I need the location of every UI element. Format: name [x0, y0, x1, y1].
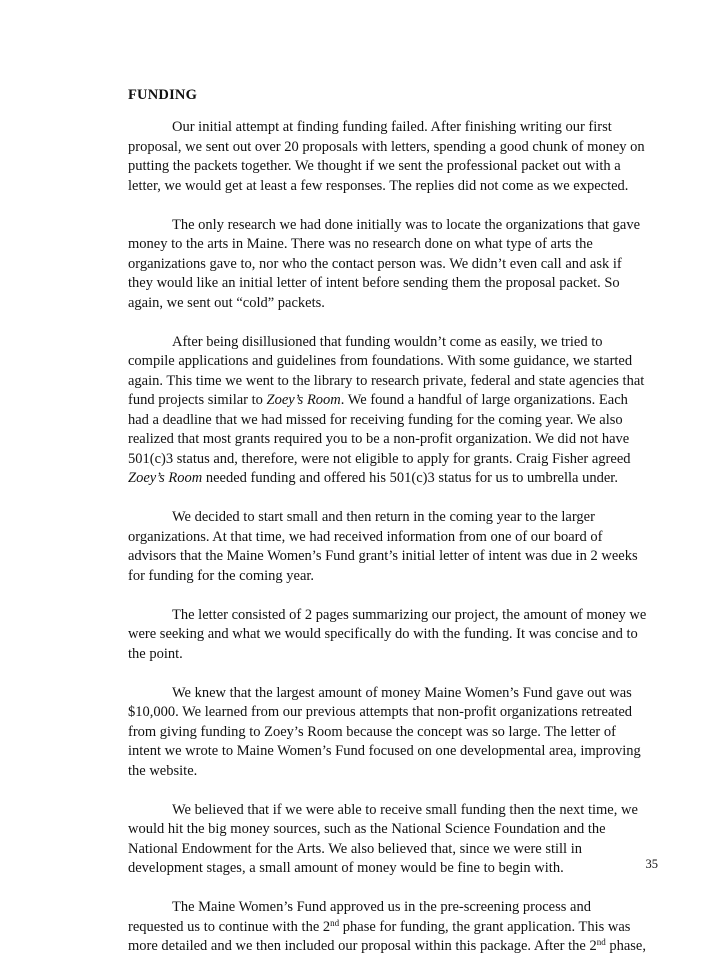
text-line: they would like an initial letter of intent before sending them the proposal packet. So [128, 275, 620, 291]
paragraph [128, 801, 648, 879]
text-line: The Maine Women’s Fund approved us in the pre-screening process and [172, 899, 591, 915]
text-line: putting the packets together. We thought if we sent the professional packet out with a [128, 158, 621, 174]
text-line: realized that most grants required you to be a non-profit organization. We did not have [128, 431, 630, 447]
text-line: National Endowment for the Arts. We also believed that, since we were still in [128, 840, 582, 857]
text-run: phase for funding, the grant application. This was [339, 918, 631, 935]
text-line: would hit the big money sources, such as the National Science Foundation and the [128, 821, 606, 837]
text-line: $10,000. We learned from our previous attempts that non-profit organizations retreated [128, 704, 633, 720]
text-line: We decided to start small and then return in the coming year to the larger [172, 509, 595, 525]
text-line: had a deadline that we had missed for receiving funding for the coming year. We also [128, 411, 623, 428]
text-line: Our initial attempt at finding funding failed. After finishing writing our first [172, 119, 612, 135]
italic-title: Zoey’s Room [266, 392, 341, 408]
text-line: were seeking and what we would specifically do with the funding. It was concise and to [128, 626, 638, 642]
text-line: The letter consisted of 2 pages summarizing our project, the amount of money we [172, 606, 647, 623]
text-line: intent we wrote to Maine Women’s Fund focused on one developmental area, improving [128, 743, 641, 759]
paragraph [128, 118, 648, 196]
text-run: more detailed and we then included our proposal within this package. After the 2 [128, 938, 597, 954]
text-line: letter, we would get at least a few responses. The replies did not come as we expected. [128, 177, 629, 194]
text-line: advisors that the Maine Women’s Fund grant’s initial letter of intent was due in 2 weeks [128, 548, 638, 564]
text-line: compile applications and guidelines from foundations. With some guidance, we started [128, 353, 633, 369]
text-line: from giving funding to Zoey’s Room because the concept was so large. The letter of [128, 723, 616, 740]
text-line: organizations gave to, nor who the contact person was. We didn’t even call and ask if [128, 255, 622, 272]
section-heading: FUNDING [128, 87, 198, 103]
text-run: fund projects similar to [128, 392, 267, 408]
text-line: the website. [128, 762, 198, 779]
text-line: the point. [128, 645, 183, 662]
text-run: requested us to continue with the 2 [128, 918, 331, 935]
page-number: 35 [645, 857, 658, 871]
text-line: money to the arts in Maine. There was no research done on what type of arts the [128, 236, 593, 252]
text-line: proposal, we sent out over 20 proposals with letters, spending a good chunk of money on [128, 138, 645, 155]
text-run: phase, [605, 938, 646, 954]
text-line: The only research we had done initially was to locate the organizations that gave [172, 216, 641, 233]
text-line: We knew that the largest amount of money Maine Women’s Fund gave out was [172, 684, 632, 701]
text-line [128, 937, 648, 957]
italic-title: Zoey’s Room [128, 470, 203, 486]
ordinal-superscript: nd [596, 937, 606, 947]
text-line: 501(c)3 status and, therefore, were not eligible to apply for grants. Craig Fisher agreed [128, 450, 631, 467]
paragraph [128, 684, 648, 782]
text-line: organizations. At that time, we had received information from one of our board of [128, 528, 603, 545]
text-line: development stages, a small amount of money would be fine to begin with. [128, 860, 564, 876]
ordinal-superscript: nd [330, 917, 340, 928]
text-line: After being disillusioned that funding wouldn’t come as easily, we tried to [172, 333, 603, 350]
text-line: We believed that if we were able to receive small funding then the next time, we [172, 801, 638, 818]
text-run: . We found a handful of large organizations. Each [340, 392, 628, 408]
paragraph [128, 508, 648, 586]
text-line: again, we sent out “cold” packets. [128, 294, 325, 311]
text-line [128, 918, 648, 938]
text-line [128, 391, 648, 411]
paragraph [128, 606, 648, 665]
body-text [128, 118, 648, 976]
text-line: again. This time we went to the library to research private, federal and state agencies that [128, 372, 645, 389]
text-line: for funding for the coming year. [128, 567, 315, 584]
paragraph [128, 333, 648, 489]
text-run: needed funding and offered his 501(c)3 status for us to umbrella under. [202, 470, 618, 486]
paragraph [128, 898, 648, 957]
paragraph [128, 216, 648, 314]
text-line [128, 469, 648, 489]
